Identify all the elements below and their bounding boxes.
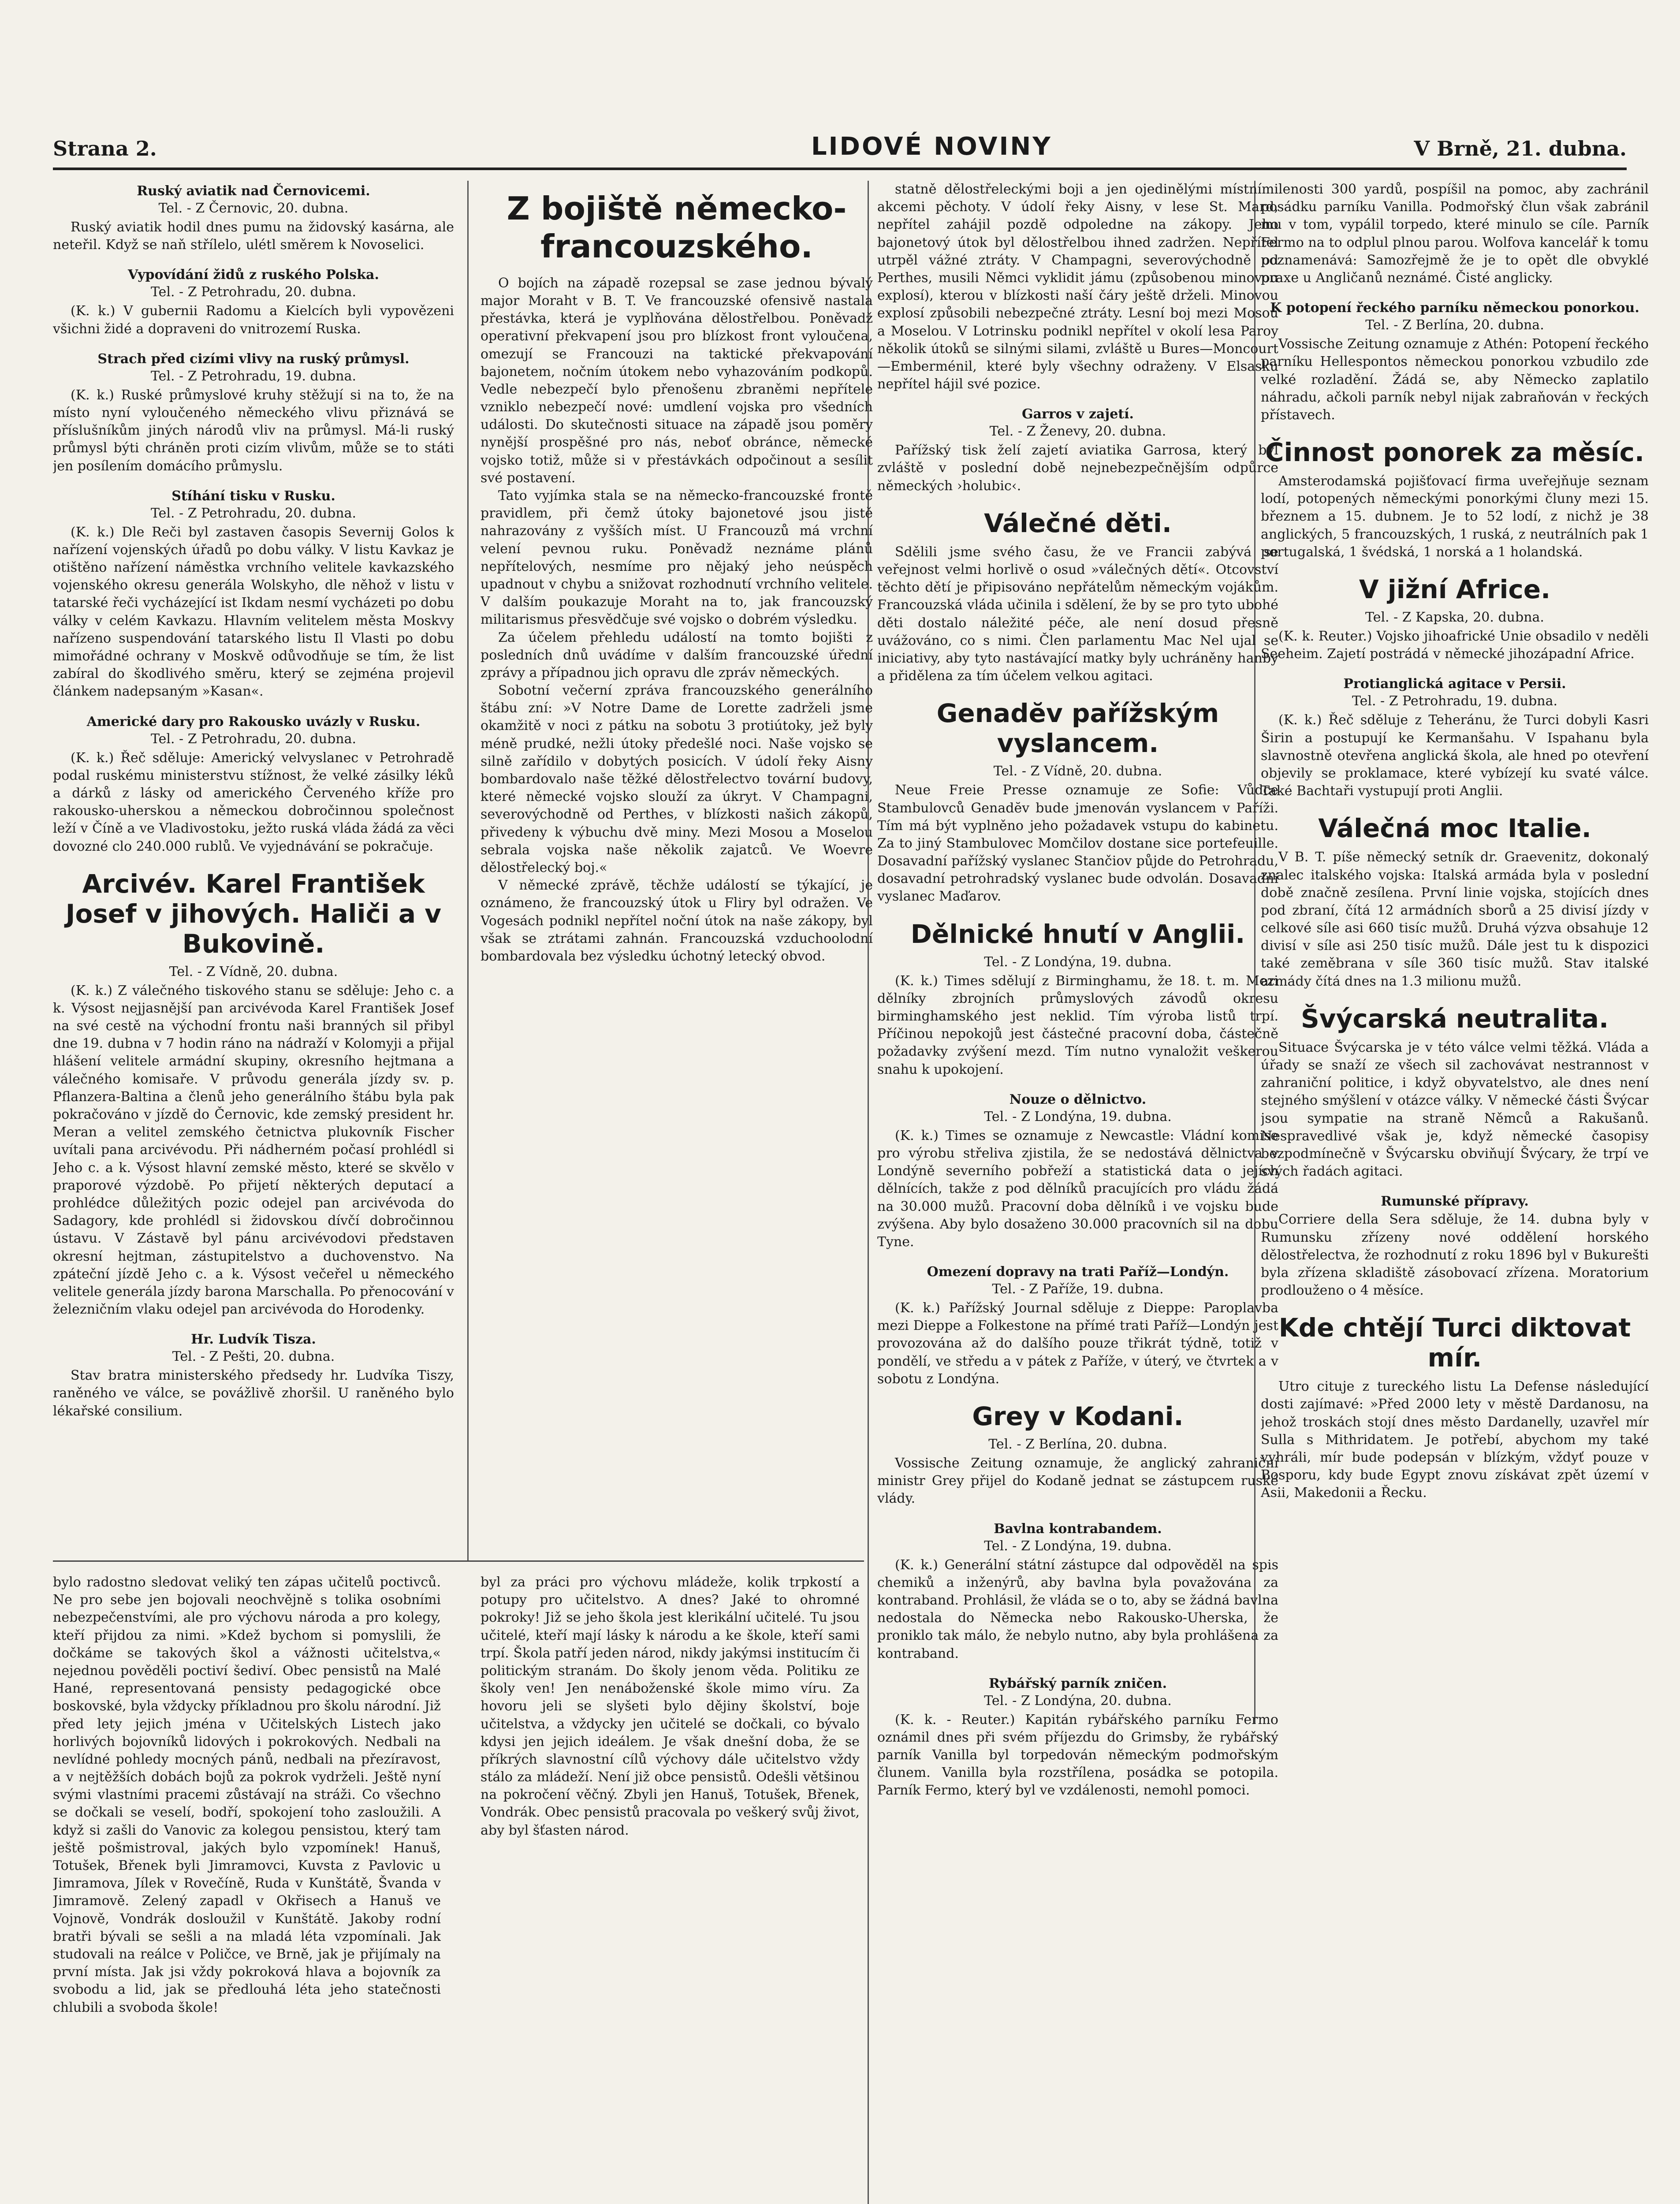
article-dateline: Tel. - Z Petrohradu, 20. dubna. xyxy=(150,284,357,300)
article-headline: Ruský aviatik nad Černovicemi. xyxy=(137,183,370,199)
article xyxy=(1261,1313,1649,1502)
article-headline: Švýcarská neutralita. xyxy=(1301,1003,1609,1034)
column-3 xyxy=(877,181,1278,2204)
feature-paragraph: Tato vyjímka stala se na německo-francouzské frontě pravidlem, při čemž útoky bajonetové jsou jistě nahrazovány z vyšších míst. U Francouzů má vrchní velení pevnou ruku. Poněvadž neznáme plánů nepřítelových, nesmíme pro nějaký jeho neúspěch upadnout v chybu a snižovat rozhodnutí vrchního velitele. V dalším poukazuje Moraht na to, jak francouzský militarismus přesvědčuje své vojsko o dobrém výsledku. xyxy=(481,488,873,628)
article-body: Utro cituje z tureckého listu La Defense následující dosti zajímavé: »Před 2000 lety v městě Dardanosu, na jehož troskách stojí dnes město Dardanelly, uzavřel mír Sulla s Mithridatem. Je potřebí, abychom my také vyhráli, mír bude podepsán v blízkým, vždyť pouze v Bosporu, kdy bude Egypt znovu získávat zpět území v Asii, Makedonii a Řecku. xyxy=(1261,1379,1649,1501)
article-body: Neue Freie Presse oznamuje ze Sofie: Vůdce Stambulovců Genadĕv bude jmenován vyslancem v Paříži. Tím má být vyplněno jeho požadavek vstupu do kabinetu. Za to jiný Stambulovec Momčilov dostane sice portefeuille. Dosavadní pařížský vyslanec Stančiov půjde do Petrohradu, dosavadní petrohradský vyslanec bude odvolán. Dosavadní vyslanec Maďarov. xyxy=(877,782,1278,905)
article-body: Vossische Zeitung oznamuje, že anglický zahraniční ministr Grey přijel do Kodaně jednat se zástupcem ruské vlády. xyxy=(877,1456,1278,1507)
page-number: Strana 2. xyxy=(53,137,157,160)
article xyxy=(53,869,454,1319)
article xyxy=(1261,181,1649,287)
article xyxy=(53,488,454,701)
article-headline: Genadĕv pařížským vyslancem. xyxy=(936,698,1219,759)
article xyxy=(877,1401,1278,1508)
article-dateline: Tel. - Z Londýna, 19. dubna. xyxy=(984,1109,1172,1124)
article-body: (K. k.) Dle Reči byl zastaven časopis Severnij Golos k nařízení vojenských úřadů po dobu války. V listu Kavkaz je otištěno nařízení náměstka vrchního velitele kavkazského vojenského okresu generála Wolskyho, dle něhož v listu v tatarské řeči vycházející ist Ikdam nesmí vycházeti po dobu války v celém Kavkazu. Hlavním velitelem města Moskvy nařízeno suspendování tatarského listu Il Vlasti po dobu mimořádné ochrany v Moskvě odůvodňuje se tím, že list zabíral do škodlivého směru, který se zejména projevil článkem nadepsaným »Kasan«. xyxy=(53,524,454,700)
article-body: Corriere della Sera sděluje, že 14. dubna byly v Rumunsku zřízeny nové oddělení horského dělostřelectva, že rozhodnutí z roku 1896 byl v Bukurešti byla zřízena skladiště zásobovací zřízena. Moratorium prodlouženo o 4 měsíce. xyxy=(1261,1212,1649,1299)
article xyxy=(877,181,1278,393)
article-headline: Válečná moc Italie. xyxy=(1318,813,1591,844)
article-body: (K. k.) Řeč sděluje: Americký velvyslanec v Petrohradě podal ruskému ministerstvu stížnost, že velké zásilky léků a dárků z lásky od amerického Červeného kříže pro rakousko-uherskou a německou dobročinnou společnost leží v Číně a ve Vladivostoku, ježto ruská vláda žádá za věci dovozné clo 240.000 rublů. Ve vyjednávání se pokračuje. xyxy=(53,750,454,854)
article xyxy=(53,183,454,254)
article-body: (K. k.) Generální státní zástupce dal odpověděl na spis chemiků a inženýrů, aby bavlna byla považována za kontraband. Prohlásil, že vláda se o to, aby se žádná bavlna nedostala do Německa nebo Rakousko-Uherska, že proniklo tak málo, že nebylo nutno, aby byla prohlášena za kontraband. xyxy=(877,1557,1278,1661)
article-headline: K potopení řeckého parníku německou ponorkou. xyxy=(1270,300,1639,316)
section-divider xyxy=(53,1560,864,1562)
article-headline: Nouze o dělnictvo. xyxy=(1009,1091,1147,1107)
article-dateline: Tel. - Z Kapska, 20. dubna. xyxy=(1365,610,1544,625)
article-body: statně dělostřeleckými boji a jen ojedinělými místními akcemi pěchoty. V údolí řeky Aisny, v lese St. Mard, nepřítel zahájil pozdě odpoledne na zákopy. Jeho bajonetový útok byl dělostřelbou ihned zadržen. Nepřítel utrpěl vážné ztráty. V Champagni, severovýchodně od Perthes, musili Němci vyklidit jámu (způsobenou minovou explosí), kterou v blízkosti naší čáry ještě drželi. Minovou explosí způsobili nebezpečné ztráty. Lesní boj mezi Mosou a Moselou. V Lotrinsku podnikl nepřítel v okolí lesa Paroy několik útoků se silnými silami, zvláště u Bures—Moncourt—Emberménil, které byly všechny odraženy. V Elsasku nepřítel hájil své pozice. xyxy=(877,182,1278,392)
article-headline: Americké dary pro Rakousko uvázly v Rusku. xyxy=(86,714,421,730)
article xyxy=(1261,813,1649,990)
article xyxy=(1261,300,1649,424)
article-body: (K. k. Reuter.) Vojsko jihoafrické Unie obsadilo v neděli Seeheim. Zajetí postrádá v německé jihozápadní Africe. xyxy=(1261,629,1649,662)
article-headline: Válečné děti. xyxy=(984,508,1172,538)
article xyxy=(877,1264,1278,1388)
feature-paragraph: O bojích na západě rozepsal se zase jednou bývalý major Moraht v B. T. Ve francouzské ofensivě nastala přestávka, která je vyplňována dělostřelbou. Poněvadž operativní překvapení jsou pro blízkost front vyloučena, omezují se Francouzi na taktické překvapování bajonetem, nočním útokem nebo vyhazováním podkopů. Vedle nebezpečí bylo přenošenu zbraněmi nepřítele vzniklo nebezpečí nové: umdlení vojska pro všedních události. Do skutečnosti situace na západě jsou poměry nynější prospěšné pro nás, neboť obránce, německé vojsko totiž, může si v přestávkách odpočinout a sesílit své postavení. xyxy=(481,275,873,486)
article-headline: Protianglická agitace v Persii. xyxy=(1343,676,1566,692)
article-body: (K. k.) Ruské průmyslové kruhy stěžují si na to, že na místo nyní vyloučeného německého vlivu přiznává se příslušníkům jiných národů vliv na průmysl. Má-li ruský průmysl býti chráněn proti cizím vlivům, může se to státi jen posílením domácího průmyslu. xyxy=(53,387,454,474)
article-body: Stav bratra ministerského předsedy hr. Ludvíka Tiszy, raněného ve válce, se povážlivě zhoršil. U raněného bylo lékařské consilium. xyxy=(53,1368,454,1419)
article xyxy=(877,1092,1278,1251)
article xyxy=(53,714,454,856)
article xyxy=(53,351,454,475)
article-body: (K. k.) Z válečného tiskového stanu se sděluje: Jeho c. a k. Výsost nejjasnější pan arcivévoda Karel František Josef na své cestě na východní frontu naši branných sil přibyl dne 19. dubna v 7 hodin ráno na nádraží v Kolomyji a přijal hlášení velitele armádní skupiny, okresního hejtmana a válečného komisaře. V průvodu generála jízdy sv. p. Pflanzera-Baltina a členů jeho generálního štábu byla pak pokračováno v jízdě do Černovic, kde zemský president hr. Meran a velitel zemského četnictva plukovník Fischer uvítali pana arcivévodu. Při nádherném počasí prohlédl si Jeho c. a k. Výsost hlavní zemské město, které se skvělo v praporové výzdobě. Po přijetí některých deputací a prohlédce důležitých pozic odejel pan arcivévoda do Sadagory, kde prohlédl si židovskou dívčí dobročinnou ústavu. V Zástavě byl pánu arcivévodovi představen okresní hejtman, zástupitelstvo a duchovenstvo. Na zpáteční jízdě Jeho c. a k. Výsost večeřel u německého velitele generála jízdy barona Marschalla. Po přenocování v železničním vlaku odejel pan arcivévoda do Horodenky. xyxy=(53,983,454,1318)
article-headline: Strach před cizími vlivy na ruský průmysl. xyxy=(97,351,410,367)
article-dateline: Tel. - Z Petrohradu, 19. dubna. xyxy=(150,368,357,384)
article xyxy=(53,267,454,338)
article xyxy=(877,698,1278,905)
feature-paragraph: Sobotní večerní zpráva francouzského generálního štábu zní: »V Notre Dame de Lorette zadrželi jsme okamžitě v noci z pátku na sobotu 3 protiútoky, jež byly méně prudké, nežli útoky předešlé noci. Naše vojsko se silně zařídilo v dobytých posicích. V údolí řeky Aisny bombardovalo naše těžké dělostřelectvo tovární budovy, které německé vojsko slouží za úkryt. V Champagni, severovýchodně od Perthes, v blízkosti našich zákopů, přivedeny k výbuchu dvě miny. Mezi Mosou a Moselou sebrala vojska naše několik zajatců. Ve Woevre dělostřelecký boj.« xyxy=(481,683,873,875)
article-dateline: Tel. - Z Pešti, 20. dubna. xyxy=(172,1349,335,1365)
article-headline: Omezení dopravy na trati Paříž—Londýn. xyxy=(927,1264,1229,1280)
column-4 xyxy=(1261,181,1649,1706)
article xyxy=(1261,437,1649,561)
article-body: Vossische Zeitung oznamuje z Athén: Potopení řeckého parníku Hellespontos německou ponorkou vzbudilo zde velké rozladění. Žádá se, aby Německo zaplatilo náhradu, ačkoli parník nebyl nijak zabraňován v řeckých přístavech. xyxy=(1261,336,1649,423)
feature-headline: Z bojiště německo-francouzského. xyxy=(507,190,847,265)
lower-article-right: byl za práci pro výchovu mládeže, kolik trpkostí a potupy pro učitelstvo. A dnes? Jaké to ohromné pokroky! Již se jeho škola jest klerikální učitelé. Tu jsou učitelé, kteří mají lásky k národu a ke škole, kteří sami trpí. Škola patří jeden národ, nikdy jakýmsi institucím či politickým stranám. Do školy jenom věda. Politiku ze školy ven! Jen nenáboženské škole mimo víru. Za hovoru jeli se slyšeti bylo dějiny školství, boje učitelstva, a vždycky jen učitelé se dočkali, co bývalo kdysi jen jejich ideálem. Je však dnešní doba, že se příkrých slavnostní cílů výchovy dále učitelstvo vždy stálo za mládeží. Není již obce pensistů. Odešli většinou na pokročení věčný. Zbyli jen Hanuš, Totušek, Břenek, Vondrák. Obec pensistů pracovala po veškerý svůj život, aby byl šťasten národ. xyxy=(481,1575,860,1838)
lower-article-left: bylo radostno sledovat veliký ten zápas učitelů poctivců. Ne pro sebe jen bojovali neochvějně s tolika osobními nebezpečenstvími, ale pro výchovu národa a pro kolegy, kteří přijdou za nimi. »Kdež bychom si pomyslili, že dočkáme se takových škol a vážnosti učitelstva,« nejednou pověděli poctiví šediví. Obec pensistů na Malé Hané, representovaná pensisty pedagogické obce boskovské, byla vždycky příkladnou pro školu národní. Již před lety jejich jména v Učitelských Listech jako horlivých bojovníků lidových i pokrokových. Nedbali na nevlídné pohledy mocných pánů, nedbali na přezíravost, a v nejtěžších dobách bojů za pokrok vydrželi. Ještě nyní svými vlastními pracemi zůstávají na stráži. Co všechno se dočkali se veselí, bodří, spokojení toho zasloužili. A když si zašli do Vanovic za kolegou pensistou, který tam ještě pošmistroval, jakých bylo vzpomínek! Hanuš, Totušek, Břenek byli Jimramovci, Kuvsta z Pavlovic u Jimramova, Jílek v Rovečíně, Ruda v Kunštátě, Švanda v Jimramově. Zelený zapadl v Okřisech a Hanuš ve Vojnově, Vondrák dosloužil v Kunštátě. Jakoby rodní bratři bývali se sešli a na mladá léta vzpomínali. Jak studovali na reálce v Poličce, ve Brně, jak je přijímaly na první místa. Jak jsi vždy pokroková hlava a bojovník za svobodu a lid, jak se předlouhá léta jeho statečnosti chlubili a svoboda škole! xyxy=(53,1575,441,2015)
article-headline: V jižní Africe. xyxy=(1359,574,1551,604)
article-dateline: Tel. - Z Berlína, 20. dubna. xyxy=(1365,317,1544,333)
article-headline: Bavlna kontrabandem. xyxy=(994,1521,1162,1537)
article-body: (K. k.) Řeč sděluje z Teheránu, že Turci dobyli Kasri Širin a postupují ke Kermanšahu. V Ispahanu byla slavnostně otevřena anglická škola, ale hned po otevření objevily se proklamace, které vybízejí ku svaté válce. Také Bachtaři vystupují proti Anglii. xyxy=(1261,712,1649,799)
article xyxy=(877,1521,1278,1663)
article-body: (K. k. - Reuter.) Kapitán rybářského parníku Fermo oznámil dnes při svém příjezdu do Grimsby, že rybářský parník Vanilla byl torpedován německým podmořským člunem. Vanilla byla rozstřílena, posádka se potopila. Parník Fermo, který byl ve vzdálenosti, nemohl pomoci. xyxy=(877,1712,1278,1798)
article xyxy=(877,1676,1278,1800)
feature-paragraph: Za účelem přehledu událostí na tomto bojišti z posledních dnů uvádíme v dalším francouzské úřední zprávy a případnou jich opravu dle zpráv německých. xyxy=(481,629,873,681)
article xyxy=(1261,1194,1649,1299)
article-dateline: Tel. - Z Černovic, 20. dubna. xyxy=(158,201,349,216)
article-body: Pařížský tisk želí zajetí aviatika Garrosa, který byl zvláště v poslední době nejnebezpečnějším odpůrce německých ›holubic‹. xyxy=(877,443,1278,494)
article-dateline: Tel. - Z Berlína, 20. dubna. xyxy=(988,1437,1167,1452)
article-dateline: Tel. - Z Ženevy, 20. dubna. xyxy=(989,424,1166,439)
article-body: Ruský aviatik hodil dnes pumu na židovský kasárna, ale neteřil. Když se naň střílelo, ulétl směrem k Novoselici. xyxy=(53,220,454,253)
article-body: lenosti 300 yardů, pospíšil na pomoc, aby zachránil posádku parníku Vanilla. Podmořský člun však zabránil mu v tom, vypálil torpedo, které minulo se cíle. Parník Fermo na to odplul plnou parou. Wolfova kancelář k tomu poznamenává: Samozřejmě že je to opět dle obvyklé praxe u Angličanů neznámé. Čisté anglicky. xyxy=(1261,182,1649,286)
article xyxy=(877,406,1278,495)
article-body: (K. k.) Pařížský Journal sděluje z Dieppe: Paroplavba mezi Dieppe a Folkestone na přímé trati Paříž—Londýn jest provozována až do dalšího pouze třikrát týdně, totiž v pondělí, ve středu a v pátek z Paříže, v úterý, ve čtvrtek a v sobotu z Londýna. xyxy=(877,1300,1278,1387)
column-rule xyxy=(467,181,469,1560)
article-dateline: Tel. - Z Petrohradu, 20. dubna. xyxy=(150,505,357,521)
article xyxy=(53,1332,454,1420)
article-body: (K. k.) Times se oznamuje z Newcastle: Vládní komise pro výrobu střeliva zjistila, že se nedostává dělnictva v Londýně severního pobřeží a statistická data o jejích dělnících, takže z pod dělníků pracujících pro vládu žádá na 30.000 mužů. Pracovní doba dělníků i ve vojsku bude zvýšena. Aby bylo dosaženo 30.000 pracovních sil na dobu Tyne. xyxy=(877,1128,1278,1250)
article xyxy=(1261,1004,1649,1181)
article-headline: Rybářský parník zničen. xyxy=(988,1675,1167,1691)
article-headline: Grey v Kodani. xyxy=(972,1401,1184,1431)
article-dateline: Tel. - Z Vídně, 20. dubna. xyxy=(169,964,338,979)
article-dateline: Tel. - Z Paříže, 19. dubna. xyxy=(992,1281,1164,1297)
article-body: (K. k.) V gubernii Radomu a Kielcích byli vypovězeni všichni židé a dopraveni do vnitrozemí Ruska. xyxy=(53,303,454,337)
page-header xyxy=(53,132,1627,170)
article-body: Amsterodamská pojišťovací firma uveřejňuje seznam lodí, potopených německými ponorkými čluny mezi 15. březnem a 15. dubnem. Je to 52 lodí, z nichž je 38 anglických, 5 francouzských, 1 ruská, z neutrálních pak 1 portugalská, 1 švédská, 1 norská a 1 holandská. xyxy=(1261,473,1649,560)
article-dateline: Tel. - Z Petrohradu, 19. dubna. xyxy=(1352,693,1558,709)
article xyxy=(1261,676,1649,800)
column-1 xyxy=(53,181,454,1556)
article-headline: Arcivév. Karel František Josef v jihových. Haliči a v Bukovině. xyxy=(65,868,442,959)
article xyxy=(1261,574,1649,663)
newspaper-title: LIDOVÉ NOVINY xyxy=(811,132,1052,161)
article-headline: Garros v zajetí. xyxy=(1021,406,1134,422)
article-body: Sdělili jsme svého času, že ve Francii zabývá se veřejnost velmi horlivě o osud »válečných dětí«. Otcovství těchto dětí je připisováno nepřátelům německým vojákům. Francouzská vláda učinila i sdělení, že by se pro tyto ubohé děti dostalo náležité péče, ale není dosud přesně uvážováno, co s nimi. Člen parlamentu Mac Nel ujal se iniciativy, aby tyto nastávající matky byly uchráněny hanby a přidělena za tím účelem velkou agitaci. xyxy=(877,544,1278,684)
article-headline: Rumunské přípravy. xyxy=(1381,1194,1529,1210)
article-headline: Dělnické hnutí v Anglii. xyxy=(910,919,1245,949)
article-headline: Kde chtějí Turci diktovat mír. xyxy=(1278,1313,1631,1373)
article-dateline: Tel. - Z Londýna, 20. dubna. xyxy=(984,1693,1172,1709)
article-dateline: Tel. - Z Petrohradu, 20. dubna. xyxy=(150,731,357,747)
article xyxy=(877,919,1278,1079)
article-dateline: Tel. - Z Londýna, 19. dubna. xyxy=(984,954,1172,970)
article-headline: Stíhání tisku v Rusku. xyxy=(171,488,335,504)
feature-paragraph: V německé zprávě, těchže událostí se týkající, je oznámeno, že francouzský útok u Fliry byl odražen. Ve Vogesách podnikl nepřítel noční útok na naše zákopy, byl však se ztrátami zahnán. Francouzská vzduchoolodní bombardovala bez výsledku úchotný letecký obvod. xyxy=(481,878,873,964)
article xyxy=(877,508,1278,685)
article-body: Situace Švýcarska je v této válce velmi těžká. Vláda a úřady se snaží ze všech sil zachovávat nestrannost v zahraniční politice, i když obyvatelstvo, ale dnes není stejného smýšlení v otázce války. V německé části Švýcar jsou sympatie na straně Němců a Rakušanů. Nespravedlivé však je, když německé časopisy bezpodmínečně v Švýcarsku obviňují Švýcary, že trpí ve svých řadách agitaci. xyxy=(1261,1039,1649,1180)
article-body: V B. T. píše německý setník dr. Graevenitz, dokonalý znalec italského vojska: Italská armáda byla v poslední době značně zesílena. První linie vojska, stojících dnes pod zbraní, čítá 12 armádních sborů a 25 divisí jízdy v celkové síle asi 660 tisíc mužů. Druhá výzva obsahuje 12 divisí v síle asi 250 tisíc mužů. Dále jest tu k dispozici také zeměbrana v síle 360 tisíc mužů. Stav italské armády čítá dnes na 1.3 milionu mužů. xyxy=(1261,849,1649,989)
article-body: (K. k.) Times sdělují z Birminghamu, že 18. t. m. Mezi dělníky zbrojních průmyslových závodů okresu birminghamského jest neklid. Tím výroba listů trpí. Příčinou nepokojů jest částečné pracovní doba, částečně požadavky zvýšení mezd. Tím nutno vynaložit veškerou snahu k upokojení. xyxy=(877,973,1278,1077)
article-headline: Vypovídání židů z ruského Polska. xyxy=(128,267,379,283)
column-2 xyxy=(481,181,873,1556)
article-headline: Hr. Ludvík Tisza. xyxy=(191,1332,316,1348)
article-dateline: Tel. - Z Londýna, 19. dubna. xyxy=(984,1538,1172,1554)
article-headline: Činnost ponorek za měsíc. xyxy=(1265,437,1645,468)
article-dateline: Tel. - Z Vídně, 20. dubna. xyxy=(993,763,1162,779)
issue-date: V Brně, 21. dubna. xyxy=(1414,137,1627,160)
